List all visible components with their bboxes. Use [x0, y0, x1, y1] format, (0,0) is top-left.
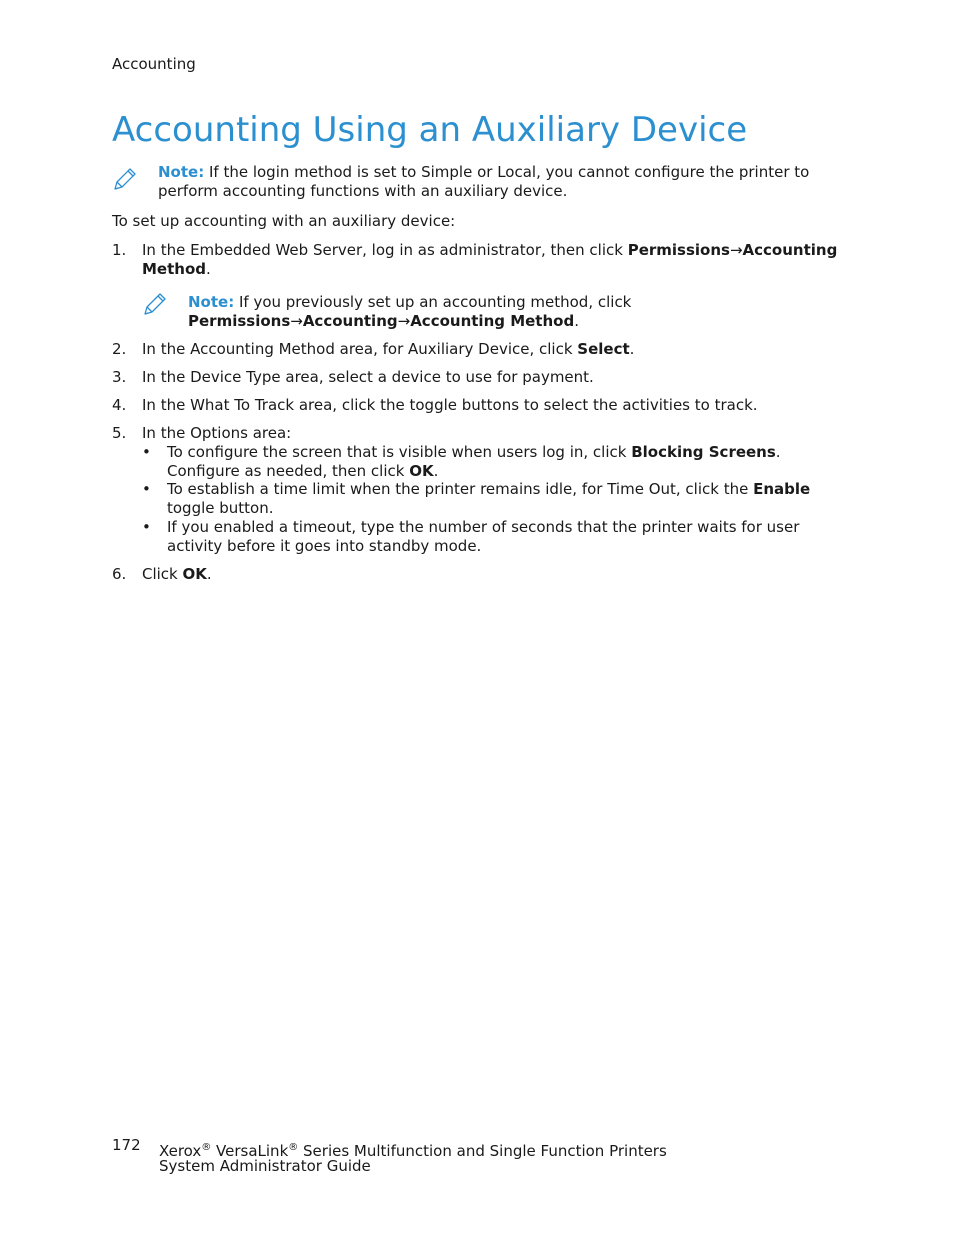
note-1-body: If the login method is set to Simple or Local, you cannot configure the printer to perform accounting functions with an auxiliary device.	[158, 163, 810, 200]
note-2-body: If you previously set up an accounting method, click	[234, 293, 632, 311]
ui-label-blocking-screens: Blocking Screens	[631, 443, 776, 461]
bullet-text	[167, 480, 837, 518]
ui-label-ok: OK	[182, 565, 207, 583]
footer-guide-title: System Administrator Guide	[159, 1157, 371, 1175]
note-2-text	[188, 293, 848, 331]
footer-series: Series Multifunction and Single Function Printers	[298, 1142, 667, 1160]
ui-label-enable: Enable	[753, 480, 811, 498]
ui-label-accounting: Accounting	[302, 312, 398, 330]
step-5-text: In the Options area:	[142, 424, 292, 442]
step-4-text: In the What To Track area, click the toggle buttons to select the activities to track.	[142, 396, 758, 414]
step-2-post: .	[629, 340, 635, 358]
step-6-post: .	[206, 565, 212, 583]
bullet-pre: To configure the screen that is visible when users log in, click	[167, 443, 632, 461]
note-1-label: Note:	[158, 163, 205, 181]
footer-brand: Xerox	[159, 1142, 202, 1160]
page-number: 172	[112, 1136, 141, 1154]
step-1-post: .	[206, 260, 211, 278]
bullet-text: If you enabled a timeout, type the number of seconds that the printer waits for user activity before it goes into standby mode.	[167, 518, 800, 555]
step-3-text: In the Device Type area, select a device to use for payment.	[142, 368, 594, 386]
note-1-text	[158, 163, 848, 201]
pencil-icon	[112, 166, 138, 192]
note-2-post: .	[574, 312, 579, 330]
arrow: →	[290, 312, 303, 330]
pencil-icon	[142, 291, 168, 317]
note-2-label: Note:	[188, 293, 235, 311]
arrow: →	[397, 312, 411, 330]
bullet-dot: •	[142, 443, 151, 461]
step-2-text	[142, 340, 842, 359]
step-6-text	[142, 565, 842, 584]
bullet-dot: •	[142, 480, 151, 498]
registered-mark: ®	[201, 1142, 212, 1153]
bullet-pre: To establish a time limit when the printer remains idle, for Time Out, click the	[167, 480, 754, 498]
step-number: 1.	[112, 241, 127, 259]
bullet-dot: •	[142, 518, 151, 536]
note-2-line-1	[188, 293, 848, 312]
ui-label-permissions: Permissions	[627, 241, 730, 259]
intro-text: To set up accounting with an auxiliary device:	[112, 212, 456, 230]
running-head: Accounting	[112, 55, 196, 73]
ui-label-ok: OK	[409, 462, 434, 480]
step-number: 5.	[112, 424, 127, 442]
note-2-line-2	[188, 312, 848, 331]
step-number: 3.	[112, 368, 127, 386]
step-1-text	[142, 241, 842, 279]
footer-product: VersaLink	[211, 1142, 289, 1160]
step-number: 2.	[112, 340, 127, 358]
bullet-post: .	[433, 462, 439, 480]
step-1-pre: In the Embedded Web Server, log in as administrator, then click	[142, 241, 628, 259]
ui-label-permissions: Permissions	[188, 312, 291, 330]
step-number: 4.	[112, 396, 127, 414]
step-number: 6.	[112, 565, 127, 583]
page-title: Accounting Using an Auxiliary Device	[112, 110, 748, 150]
arrow: →	[729, 241, 743, 259]
ui-label-accounting-method: Accounting Method	[142, 241, 838, 278]
step-2-pre: In the Accounting Method area, for Auxiliary Device, click	[142, 340, 578, 358]
bullet-text	[167, 443, 837, 481]
registered-mark: ®	[288, 1142, 299, 1153]
bullet-post: toggle button.	[167, 499, 274, 517]
bullet-mid: . Configure as needed, then click	[167, 443, 781, 480]
ui-label-select: Select	[577, 340, 630, 358]
step-6-pre: Click	[142, 565, 183, 583]
ui-label-accounting-method: Accounting Method	[410, 312, 575, 330]
